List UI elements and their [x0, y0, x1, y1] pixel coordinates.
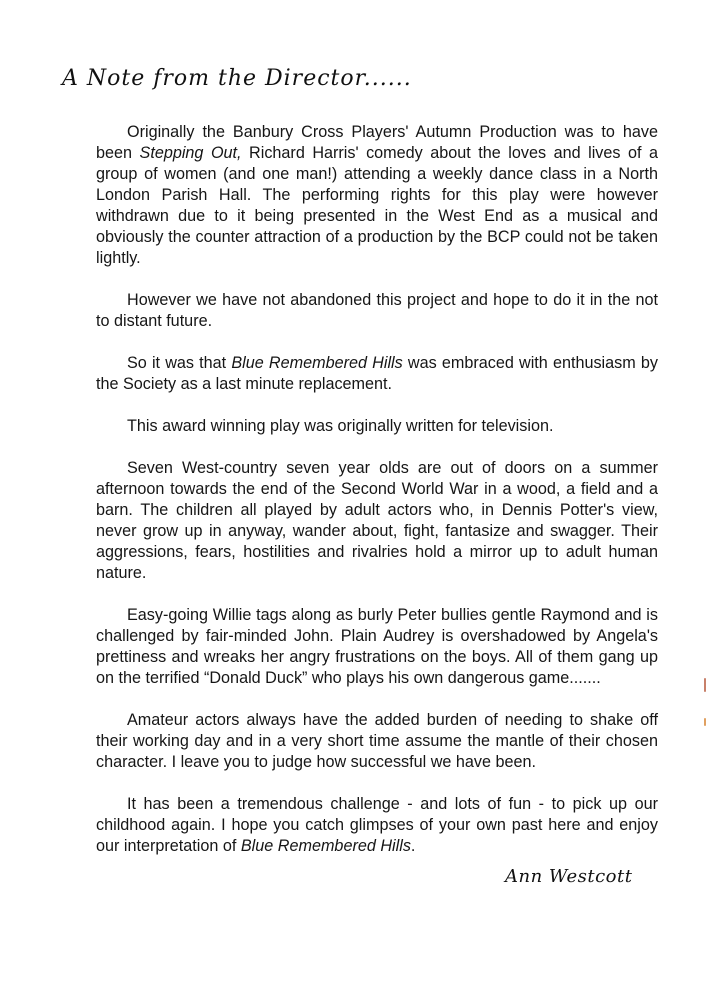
text-run: Richard Harris' comedy about the loves and lives of a group of women (and one man!) attending a weekly dance class in a North London Parish Hall. The performing rights for this play were however withdrawn due to it being presented in the West End as a musical and obviously the counter attraction of a production by the BCP could not be taken lightly. [96, 144, 658, 267]
text-run: So it was that [127, 354, 232, 372]
text-run: Originally the Banbury Cross Players' Autumn Production was to have been [96, 123, 658, 162]
paragraph-8 [96, 794, 658, 857]
paragraph-4 [96, 416, 658, 437]
text-run: It has been a tremendous challenge - and lots of fun - to pick up our childhood again. I hope you catch glimpses of your own past here and enjoy our interpretation of [96, 795, 658, 855]
text-run: was embraced with enthusiasm by the Society as a last minute replacement. [96, 354, 658, 393]
paragraph-7 [96, 710, 658, 773]
play-title-blue-remembered-hills: Blue Remembered Hills [240, 837, 411, 855]
letter-body [96, 122, 658, 878]
text-run: However we have not abandoned this project and hope to do it in the not to distant future. [96, 291, 658, 330]
text-run: Seven West-country seven year olds are out of doors on a summer afternoon towards the end of the Second World War in a wood, a field and a barn. The children all played by adult actors who, in Dennis Potter's view, never grow up in anyway, wander about, fight, fantasize and swagger. Their aggressions, fears, hostilities and rivalries hold a mirror up to adult human nature. [96, 459, 658, 582]
paragraph-3 [96, 353, 658, 395]
paragraph-6 [96, 605, 658, 689]
play-title-stepping-out: Stepping Out, [139, 144, 242, 162]
page-title: A Note from the Director...... [62, 66, 412, 91]
paragraph-5 [96, 458, 658, 584]
text-run: This award winning play was originally written for television. [127, 417, 554, 435]
scan-edge-mark [704, 718, 706, 726]
paragraph-1 [96, 122, 658, 269]
text-run: Amateur actors always have the added burden of needing to shake off their working day and in a very short time assume the mantle of their chosen character. I leave you to judge how successful we have been. [96, 711, 658, 771]
director-signature: Ann Westcott [505, 866, 633, 887]
paragraph-2 [96, 290, 658, 332]
play-title-blue-remembered-hills: Blue Remembered Hills [231, 354, 403, 372]
text-run: Easy-going Willie tags along as burly Peter bullies gentle Raymond and is challenged by fair-minded John. Plain Audrey is overshadowed by Angela's prettiness and wreaks her angry frustrations on the boys. All of them gang up on the terrified “Donald Duck” who plays his own dangerous game....... [96, 606, 658, 687]
text-run: . [410, 837, 416, 855]
scan-edge-mark [704, 678, 706, 692]
